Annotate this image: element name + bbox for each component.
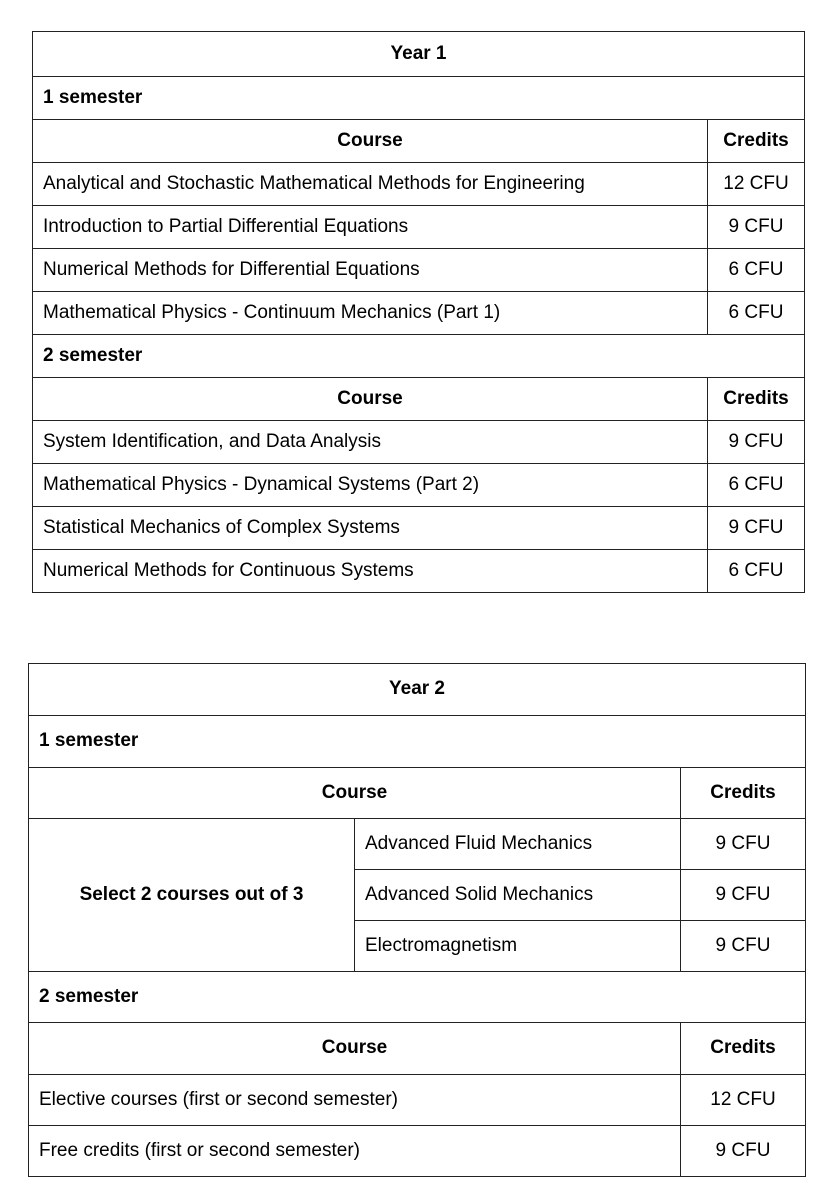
course-name: Statistical Mechanics of Complex Systems (33, 507, 708, 550)
table-row (33, 163, 805, 206)
course-credits: 9 CFU (681, 921, 806, 972)
course-credits: 9 CFU (708, 206, 805, 249)
year1-sem2-title: 2 semester (33, 335, 805, 378)
year1-sem2-title-row (33, 335, 805, 378)
course-credits: 12 CFU (681, 1075, 806, 1126)
course-column-header: Course (29, 768, 681, 819)
course-credits: 9 CFU (681, 819, 806, 870)
table-row (33, 249, 805, 292)
year1-sem1-header-row (33, 120, 805, 163)
year1-table (32, 31, 805, 593)
course-name: Advanced Fluid Mechanics (355, 819, 681, 870)
credits-column-header: Credits (708, 378, 805, 421)
course-name: Advanced Solid Mechanics (355, 870, 681, 921)
course-credits: 6 CFU (708, 292, 805, 335)
table-row (33, 507, 805, 550)
table-row (29, 1075, 806, 1126)
course-name: Elective courses (first or second semester) (29, 1075, 681, 1126)
year2-title-row (29, 664, 806, 716)
course-credits: 9 CFU (708, 507, 805, 550)
year1-sem2-header-row (33, 378, 805, 421)
credits-column-header: Credits (708, 120, 805, 163)
year1-title: Year 1 (33, 32, 805, 77)
course-name: Introduction to Partial Differential Equations (33, 206, 708, 249)
course-name: Electromagnetism (355, 921, 681, 972)
year2-sem2-title: 2 semester (29, 972, 806, 1023)
credits-column-header: Credits (681, 768, 806, 819)
year2-table (28, 663, 806, 1177)
table-row (33, 292, 805, 335)
year1-title-row (33, 32, 805, 77)
course-name: Analytical and Stochastic Mathematical Methods for Engineering (33, 163, 708, 206)
table-row (29, 819, 806, 870)
table-row (33, 421, 805, 464)
year2-sem1-title: 1 semester (29, 716, 806, 768)
course-name: Numerical Methods for Differential Equations (33, 249, 708, 292)
course-name: Numerical Methods for Continuous Systems (33, 550, 708, 593)
course-credits: 6 CFU (708, 249, 805, 292)
year2-sem1-header-row (29, 768, 806, 819)
year1-sem1-title: 1 semester (33, 77, 805, 120)
course-name: System Identification, and Data Analysis (33, 421, 708, 464)
table-row (29, 1126, 806, 1177)
year1-sem1-title-row (33, 77, 805, 120)
course-column-header: Course (33, 378, 708, 421)
table-row (33, 550, 805, 593)
course-credits: 12 CFU (708, 163, 805, 206)
year2-sem1-title-row (29, 716, 806, 768)
course-credits: 9 CFU (681, 1126, 806, 1177)
course-name: Mathematical Physics - Continuum Mechanics (Part 1) (33, 292, 708, 335)
credits-column-header: Credits (681, 1023, 806, 1075)
year2-sem2-header-row (29, 1023, 806, 1075)
course-name: Free credits (first or second semester) (29, 1126, 681, 1177)
course-credits: 9 CFU (708, 421, 805, 464)
course-name: Mathematical Physics - Dynamical Systems (Part 2) (33, 464, 708, 507)
course-column-header: Course (29, 1023, 681, 1075)
table-row (33, 206, 805, 249)
table-row (33, 464, 805, 507)
course-credits: 6 CFU (708, 550, 805, 593)
course-credits: 6 CFU (708, 464, 805, 507)
select-courses-label: Select 2 courses out of 3 (29, 819, 355, 972)
year2-sem2-title-row (29, 972, 806, 1023)
year2-title: Year 2 (29, 664, 806, 716)
course-column-header: Course (33, 120, 708, 163)
course-credits: 9 CFU (681, 870, 806, 921)
